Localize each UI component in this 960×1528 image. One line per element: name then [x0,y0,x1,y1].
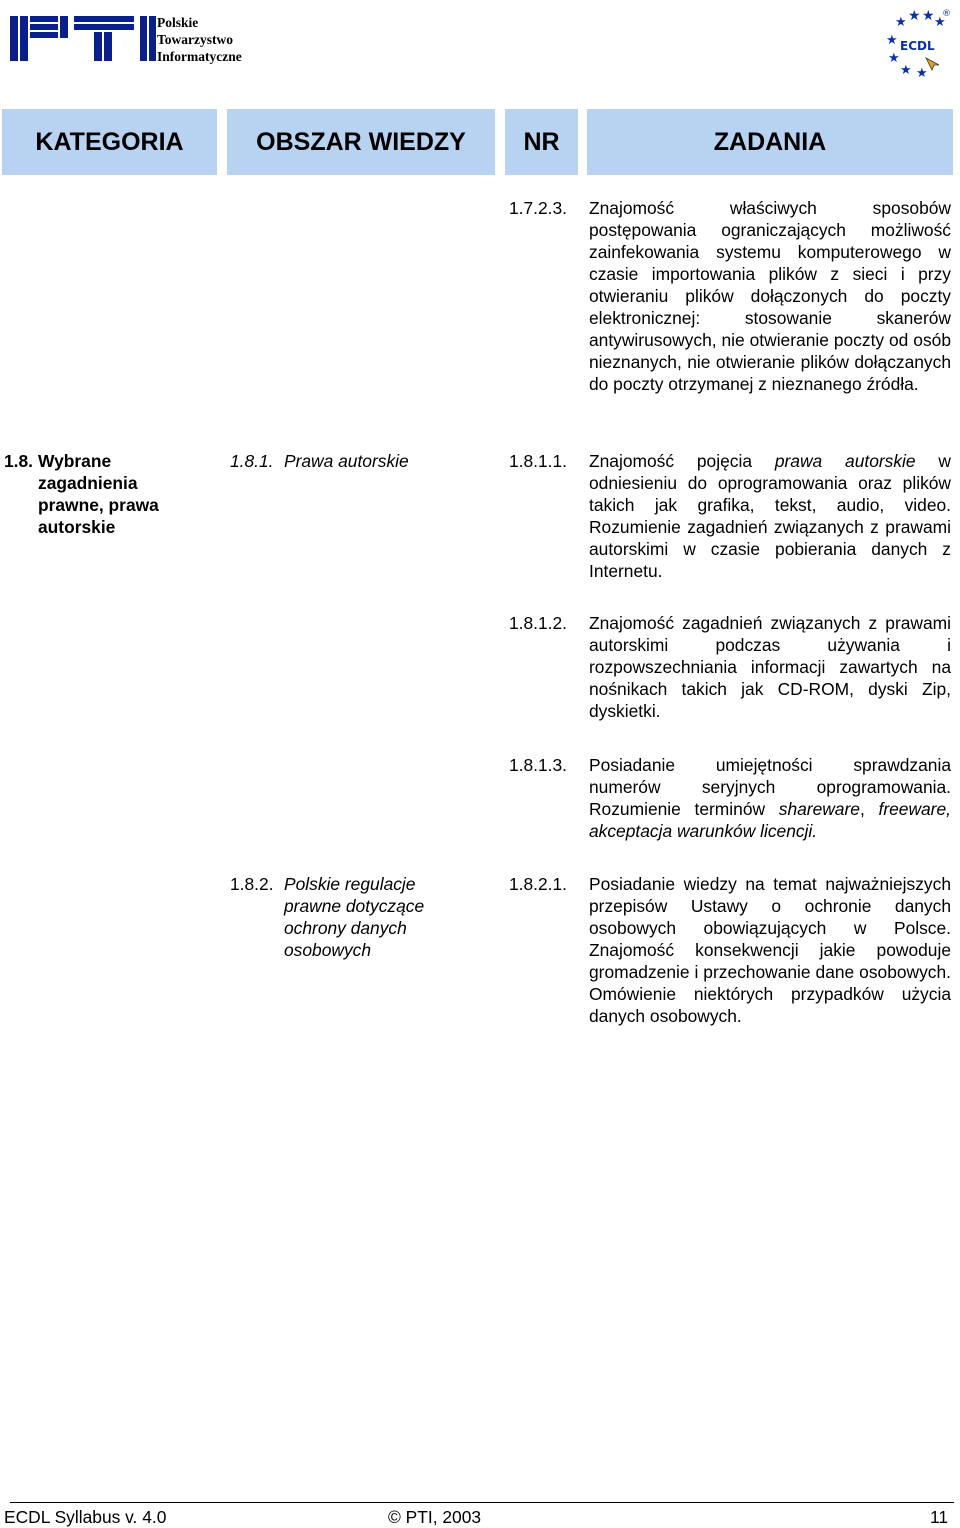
task-text [589,754,951,842]
task-text-part: Posiadanie umiejętności sprawdzania numerów seryjnych oprogramowania. Rozumienie terminów [589,755,951,819]
category-title [38,450,188,538]
svg-text:★: ★ [934,15,946,30]
task-text-part: , akceptacja warunków licencji. [589,799,951,841]
task-text: Znajomość właściwych sposobów postępowania ograniczających możliwość zainfekowania systemu komputerowego w czasie importowania plików z sieci i przy otwieraniu plików dołączonych do poczty elektronicznej: stosowanie skanerów antywirusowych, nie otwieranie poczty od osób nieznanych, nie otwieranie plików dołączanych do poczty otrzymanej z nieznanego źródła. [589,198,951,394]
area-number: 1.8.2. [230,874,274,894]
header-nr: NR [505,109,578,175]
svg-text:★: ★ [888,51,900,66]
task-text [589,450,951,582]
task-number: 1.8.2.1. [509,874,568,894]
area-number: 1.8.1. [230,451,274,471]
category-title-line: Wybrane [38,451,112,471]
task-text-part: , [859,799,879,819]
pti-logo-text [157,14,242,65]
svg-text:®: ® [942,9,951,19]
area-title-line: ochrony danych [284,918,407,938]
task-number: 1.8.1.2. [509,613,568,633]
task-text-part: w odniesieniu do oprogramowania oraz plików takich jak grafika, tekst, audio, video. Rozumienie zagadnień związanych z prawami autorskimi w czasie pobierania danych z Internetu. [589,451,951,581]
header-kategoria: KATEGORIA [2,109,217,175]
svg-text:★: ★ [900,63,912,78]
svg-text:★: ★ [908,8,921,24]
area-title-line: osobowych [284,940,372,960]
category-number: 1.8. [4,451,34,471]
task-number: 1.8.1.1. [509,451,568,471]
task-text: Posiadanie wiedzy na temat najważniejszych przepisów Ustawy o ochronie danych osobowych obowiązujących w Polsce. Znajomość konsekwencji jakie powoduje gromadzenie i przechowanie dane osobowych. Omówienie niektórych przypadków użycia danych osobowych. [589,874,951,1026]
pti-logo-line: Informatyczne [157,49,242,64]
task-text-part: Znajomość pojęcia [589,451,775,471]
header-zadania: ZADANIA [587,109,953,175]
header-obszar-wiedzy: OBSZAR WIEDZY [227,109,495,175]
task-text-term: freeware [878,799,947,819]
area-title-line: Polskie regulacje [284,874,416,894]
footer-syllabus: ECDL Syllabus v. 4.0 [4,1507,167,1527]
area-title: Prawa autorskie [284,451,409,471]
task-number: 1.7.2.3. [509,198,568,218]
svg-text:★: ★ [886,33,898,48]
cursor-icon [926,58,939,70]
area-title-line: prawne dotyczące [284,896,425,916]
category-title-line: prawne, prawa [38,495,159,515]
footer-copyright: © PTI, 2003 [388,1507,482,1527]
svg-text:★: ★ [922,8,935,24]
task-text-term: prawa autorskie [774,451,916,471]
task-text: Znajomość zagadnień związanych z prawami autorskimi podczas używania i rozpowszechniania informacji zawartych na nośnikach takich jak CD-ROM, dyski Zip, dyskietki. [589,613,951,721]
pti-logo-line: Polskie [157,15,199,30]
category-title-line: zagadnienia [38,473,138,493]
ecdl-logo-text: ECDL [900,39,935,53]
svg-text:★: ★ [916,66,928,78]
svg-text:★: ★ [895,15,907,30]
task-number: 1.8.1.3. [509,755,568,775]
area-title [284,873,464,961]
page-number: 11 [930,1507,949,1527]
category-title-line: autorskie [38,517,116,537]
task-text-term: shareware [778,799,860,819]
ecdl-logo [880,4,954,78]
pti-logo-line: Towarzystwo [157,32,233,47]
footer-divider [10,1502,954,1503]
